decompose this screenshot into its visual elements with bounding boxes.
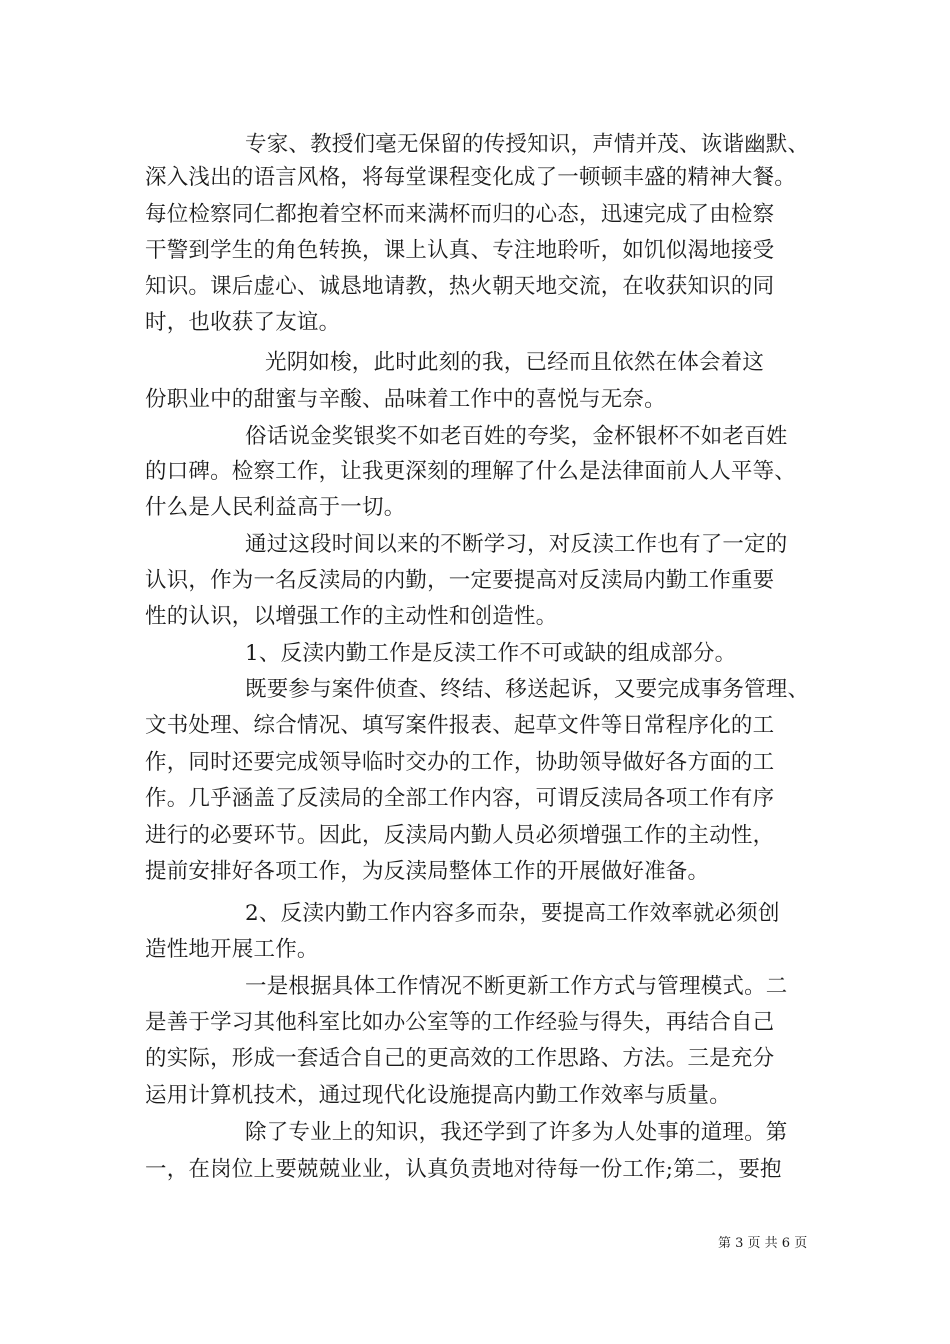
text-line: 每位检察同仁都抱着空杯而来满杯而归的心态，迅速完成了由检察 <box>145 202 775 227</box>
text-line: 光阴如梭，此时此刻的我，已经而且依然在体会着这 <box>265 350 765 375</box>
text-line: 深入浅出的语言风格，将每堂课程变化成了一顿顿丰盛的精神大餐。 <box>145 165 797 190</box>
text-line: 造性地开展工作。 <box>145 937 319 962</box>
text-line: 时，也收获了友谊。 <box>145 310 341 335</box>
text-line: 除了专业上的知识，我还学到了许多为人处事的道理。第 <box>245 1120 788 1145</box>
text-line: 认识，作为一名反渎局的内勤，一定要提高对反渎局内勤工作重要 <box>145 568 775 593</box>
text-line: 文书处理、综合情况、填写案件报表、起草文件等日常程序化的工 <box>145 713 775 738</box>
text-line: 1、反渎内勤工作是反渎工作不可或缺的组成部分。 <box>245 641 737 666</box>
text-line: 提前安排好各项工作，为反渎局整体工作的开展做好准备。 <box>145 859 710 884</box>
text-line: 作，同时还要完成领导临时交办的工作，协助领导做好各方面的工 <box>145 750 775 775</box>
text-line: 的口碑。检察工作，让我更深刻的理解了什么是法律面前人人平等、 <box>145 459 797 484</box>
text-line: 作。几乎涵盖了反渎局的全部工作内容，可谓反渎局各项工作有序 <box>145 786 775 811</box>
text-line: 干警到学生的角色转换，课上认真、专注地聆听，如饥似渴地接受 <box>145 238 775 263</box>
text-line: 什么是人民利益高于一切。 <box>145 495 406 520</box>
text-line: 份职业中的甜蜜与辛酸、品味着工作中的喜悦与无奈。 <box>145 387 666 412</box>
text-line: 2、反渎内勤工作内容多而杂，要提高工作效率就必须创 <box>245 901 780 926</box>
text-line: 的实际，形成一套适合自己的更高效的工作思路、方法。三是充分 <box>145 1046 775 1071</box>
text-line: 性的认识，以增强工作的主动性和创造性。 <box>145 604 558 629</box>
text-line: 专家、教授们毫无保留的传授知识，声情并茂、诙谐幽默、 <box>245 132 810 157</box>
text-line: 通过这段时间以来的不断学习，对反渎工作也有了一定的 <box>245 532 788 557</box>
text-line: 运用计算机技术，通过现代化设施提高内勤工作效率与质量。 <box>145 1083 731 1108</box>
text-line: 知识。课后虚心、诚恳地请教，热火朝天地交流，在收获知识的同 <box>145 274 775 299</box>
text-line: 进行的必要环节。因此，反渎局内勤人员必须增强工作的主动性， <box>145 823 775 848</box>
text-line: 一，在岗位上要兢兢业业，认真负责地对待每一份工作;第二，要抱 <box>145 1157 782 1182</box>
text-line: 俗话说金奖银奖不如老百姓的夸奖，金杯银杯不如老百姓 <box>245 424 788 449</box>
text-line: 一是根据具体工作情况不断更新工作方式与管理模式。二 <box>245 974 788 999</box>
page-number: 第 3 页 共 6 页 <box>718 1236 808 1251</box>
text-line: 既要参与案件侦查、终结、移送起诉，又要完成事务管理、 <box>245 677 810 702</box>
text-line: 是善于学习其他科室比如办公室等的工作经验与得失，再结合自己 <box>145 1010 775 1035</box>
